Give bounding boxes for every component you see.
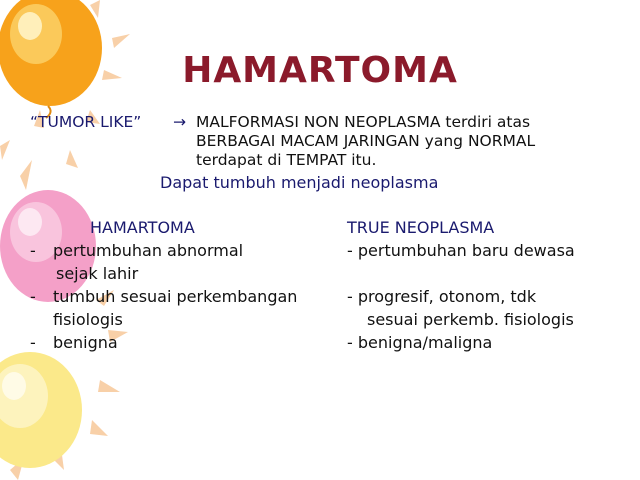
bullet-dash: - — [30, 333, 36, 352]
list-item: - benigna/maligna — [347, 333, 493, 352]
definition-term: “TUMOR LIKE” — [30, 113, 142, 131]
list-item — [30, 239, 297, 262]
hamartoma-heading: HAMARTOMA — [90, 218, 195, 237]
list-item — [30, 262, 297, 285]
true-neoplasma-column — [347, 216, 575, 354]
bullet-dash: - — [30, 287, 36, 306]
list-item — [30, 308, 297, 331]
list-item-text: tumbuh sesuai perkembangan — [53, 287, 298, 306]
true-neoplasma-heading: TRUE NEOPLASMA — [347, 218, 495, 237]
list-item-spacer — [347, 262, 575, 285]
list-item: - progresif, otonom, tdk — [347, 287, 537, 306]
definition-line: BERBAGAI MACAM JARINGAN yang NORMAL — [196, 132, 536, 150]
arrow-right-icon: → — [173, 113, 186, 131]
slide-title: HAMARTOMA — [182, 50, 458, 91]
list-item-text: fisiologis — [53, 310, 123, 329]
definition-text — [196, 113, 636, 170]
list-item-text: benigna — [53, 333, 118, 352]
list-item — [30, 331, 297, 354]
bullet-dash: - — [30, 241, 36, 260]
subtitle: Dapat tumbuh menjadi neoplasma — [160, 173, 439, 192]
list-item — [30, 285, 297, 308]
hamartoma-column — [30, 216, 297, 354]
definition-line: terdapat di TEMPAT itu. — [196, 151, 377, 169]
list-item: sesuai perkemb. fisiologis — [367, 310, 574, 329]
yellow-balloon — [0, 352, 82, 468]
list-item-text: pertumbuhan abnormal — [53, 241, 244, 260]
definition-line: MALFORMASI NON NEOPLASMA terdiri atas — [196, 113, 531, 131]
list-item: - pertumbuhan baru dewasa — [347, 241, 575, 260]
list-item-text: sejak lahir — [56, 264, 139, 283]
